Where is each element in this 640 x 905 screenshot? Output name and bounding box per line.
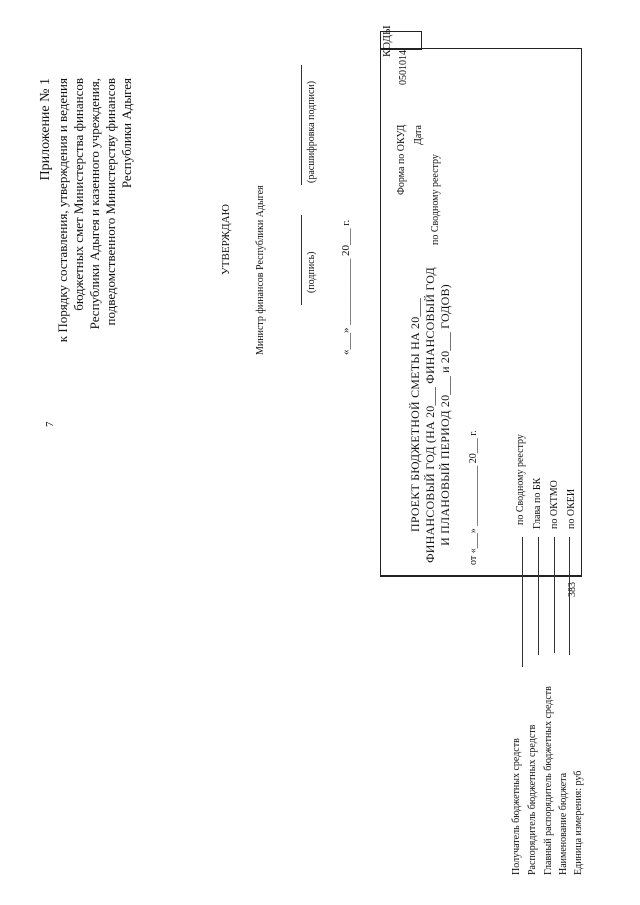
fill-line — [522, 537, 523, 667]
annex-line: Республики Адыгея и казенного учреждения, — [87, 78, 102, 330]
annex-line: подведомственного Министерству финансов — [103, 78, 118, 326]
signature-caption: (подпись) — [306, 251, 317, 293]
code-label-okei: по ОКЕИ — [566, 488, 577, 529]
decode-caption: (расшифровка подписи) — [306, 80, 317, 183]
code-label-oktmo: по ОКТМО — [549, 480, 560, 529]
code-value-okud: 0501014 — [398, 50, 409, 85]
field-recipient: Получатель бюджетных средств — [511, 738, 522, 875]
fill-line — [554, 537, 555, 653]
code-value-okei: 383 — [567, 582, 578, 597]
fill-line — [569, 537, 570, 655]
title-line: ПРОЕКТ БЮДЖЕТНОЙ СМЕТЫ НА 20___ — [408, 297, 422, 533]
signature-line — [300, 215, 302, 305]
field-manager: Распорядитель бюджетных средств — [527, 724, 538, 875]
code-label-registry-2: по Сводному реестру — [515, 434, 526, 525]
approver-position: Министр финансов Республики Адыгея — [255, 185, 266, 355]
annex-line: к Порядку составления, утверждения и ведения — [55, 78, 70, 343]
annex-line: Республики Адыгея — [119, 78, 134, 189]
field-chief-manager: Главный распорядитель бюджетных средств — [543, 686, 554, 875]
annex-block — [38, 78, 135, 408]
codes-header: КОДЫ — [381, 25, 393, 57]
title-line: И ПЛАНОВЫЙ ПЕРИОД 20___ и 20___ ГОДОВ) — [438, 284, 452, 546]
page-number: 7 — [44, 421, 56, 427]
code-label-registry: по Сводному реестру — [430, 154, 441, 245]
code-label-bk: Глава по БК — [532, 477, 543, 529]
document-date: от «___» ____________ 20___ г. — [468, 430, 479, 565]
field-unit: Единица измерения: руб — [573, 770, 584, 875]
annex-title: Приложение № 1 — [38, 78, 53, 181]
annex-line: бюджетных смет Министерства финансов — [71, 78, 86, 311]
approval-date: «___» ____________ 20___ г. — [340, 219, 352, 355]
code-label-okud: Форма по ОКУД — [396, 124, 407, 195]
approval-heading: УТВЕРЖДАЮ — [220, 204, 232, 275]
decode-line — [300, 65, 302, 185]
fill-line — [538, 537, 539, 655]
field-budget-name: Наименование бюджета — [558, 772, 569, 875]
code-label-date: Дата — [413, 125, 424, 145]
title-line: ФИНАНСОВЫЙ ГОД (НА 20___ ФИНАНСОВЫЙ ГОД — [423, 267, 437, 563]
